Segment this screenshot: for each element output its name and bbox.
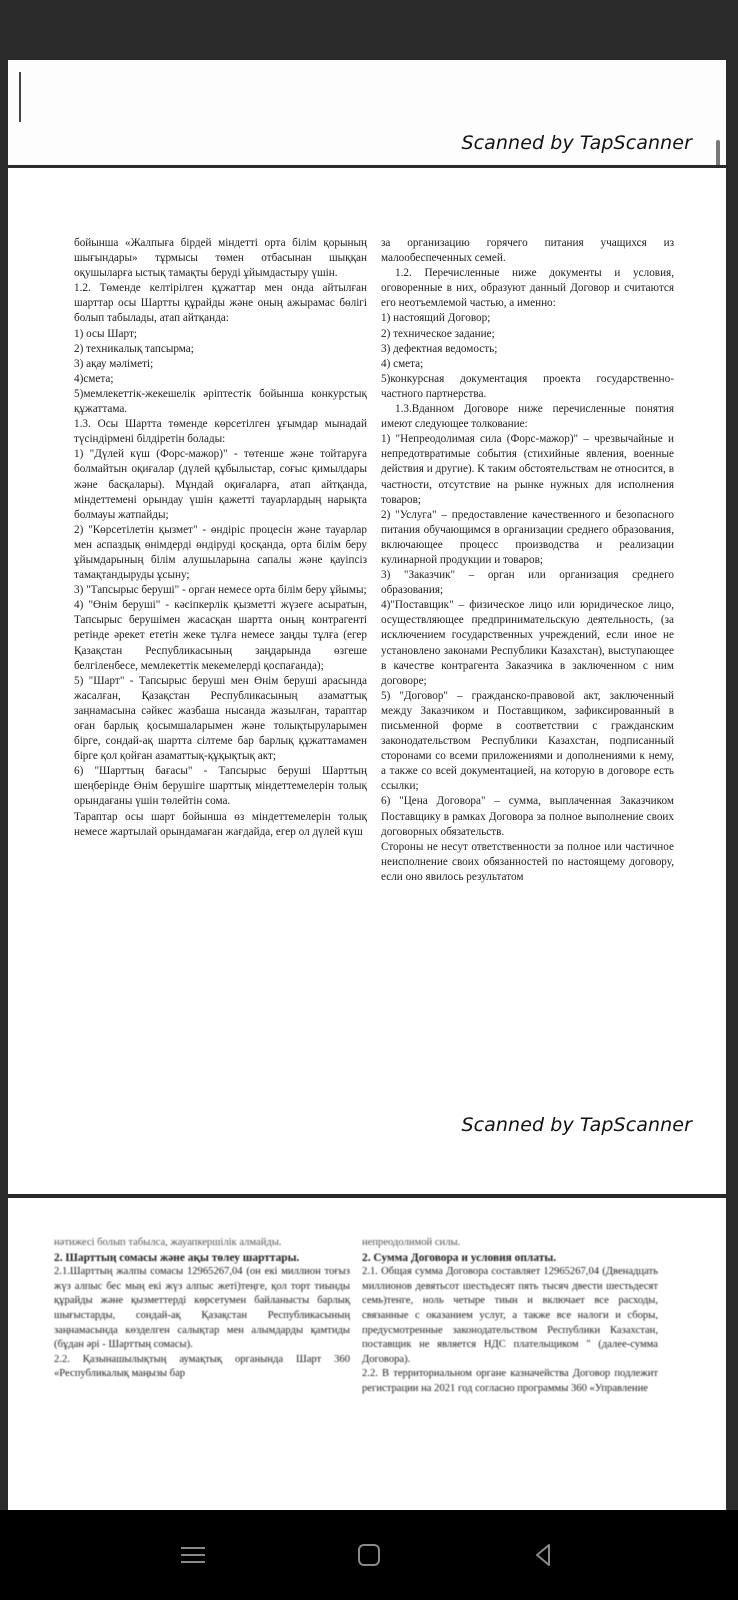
paragraph: 2) техническое задание; (381, 327, 495, 340)
paragraph: 1) осы Шарт; (74, 327, 137, 340)
paragraph: Стороны не несут ответственности за полное или частичное неисполнение своих обязанностей по настоящему договору, если оно явилось результатом (381, 840, 674, 883)
scan-page-next (8, 1198, 726, 1510)
home-icon[interactable] (344, 1530, 394, 1580)
paragraph: 2) "Көрсетілетін қызмет" - өндіріс процесін және тауарлар мен аспаздық өнімдерді өндіруді қосқанда, орта білім беру ұйымдарының білім алушыларына сапалы және қауіпсіз тамақтандыруды ұсыну; (74, 523, 367, 582)
paragraph: 5)мемлекеттік-жекешелік әріптестік бойынша конкурстық құжаттама. (74, 387, 367, 416)
paragraph: 3) ақау мәліметі; (74, 357, 154, 370)
scroll-indicator[interactable] (716, 140, 720, 165)
scanner-watermark: Scanned by TapScanner (461, 1114, 692, 1136)
paragraph: 1) настоящий Договор; (381, 312, 491, 325)
scanner-watermark: Scanned by TapScanner (461, 132, 692, 154)
paragraph: 4)"Поставщик" – физическое лицо или юридическое лицо, осуществляющее предпринимательскую деятельность, (за исключением государственных учреждений, если иное не установлено законами Республики Казахстан), выступающее в качестве контрагента Заказчика в заключенном с ним договоре; (381, 599, 674, 687)
paragraph: нәтижесі болып табылса, жауапкершілік алмайды. (54, 1237, 282, 1248)
paragraph: 2.2. В территориальном органе казначейства Договор подлежит регистрации на 2021 год согласно программы 360 «Управление (362, 1368, 658, 1394)
paragraph: 2.1. Общая сумма Договора составляет 12965267,04 (Двенадцать миллионов девятьсот шестьдесят пять тысяч двести шестьдесят семь)тенге, ноль четыре тиын и включает все расходы, связанные с оказанием услуг, а также все налоги и сборы, предусмотренные законодательством Республики Казахстан, поставщик не является НДС плательщиком " (далее-сумма Договора). (362, 1266, 658, 1365)
paragraph: Тараптар осы шарт бойынша өз міндеттемелерін толық немесе жартылай орындамаған жағдайда, егер ол дүлей күш (74, 810, 367, 838)
paragraph: 5) "Договор" – гражданско-правовой акт, заключенный между Заказчиком и Поставщиком, зафиксированный в письменной форме в соответствии с гражданским законодательством Республики Казахстан, подписанный сторонами со всеми приложениями и дополнениями к нему, а также со всей документацией, на которую в договоре есть ссылки; (381, 689, 674, 793)
paragraph: 4) "Өнім беруші" - кәсіпкерлік қызметті жүзеге асыратын, Тапсырыс берушімен жасасқан шартта оның контрагенті ретінде әрекет ететін жеке тұлға немесе заңды тұлға (егер Қазақстан Республикасының заңдарында өзгеше белгіленбесе, мемлекеттік мекемелерді қоспағанда); (74, 599, 367, 672)
paragraph: 6) "Цена Договора" – сумма, выплаченная Заказчиком Поставщику в рамках Договора за полное выполнение своих договорных обязательств. (381, 795, 674, 838)
paragraph: 3) дефектная ведомость; (381, 342, 498, 355)
paragraph: 3) "Заказчик" – орган или организация среднего образования; (381, 569, 674, 597)
scan-page-current (8, 168, 726, 1194)
paragraph: 6) "Шарттың бағасы" - Тапсырыс беруші Шарттың шеңберінде Өнім берушіге шарттық міндеттемелерін толық орындағаны үшін төлейтін сома. (74, 765, 367, 808)
paragraph: 4)смета; (74, 372, 114, 385)
russian-column (381, 236, 674, 885)
kazakh-column (74, 236, 367, 885)
paragraph: 1) "Непреодолимая сила (Форс-мажор)" – чрезвычайные и непредотвратимые события (стихийные явления, военные действия и другие). К таким обстоятельствам не относится, в частности, отсутствие на рынке нужных для исполнения товаров; (381, 433, 674, 506)
paragraph: 2) "Услуга" – предоставление качественного и безопасного питания обучающимся в организации среднего образования, включающее процесс производства и реализации кулинарной продукции и товаров; (381, 508, 674, 566)
page-columns (54, 1236, 658, 1397)
paragraph: 5)конкурсная документация проекта государственно-частного партнерства. (381, 372, 674, 400)
paragraph: 5) "Шарт" - Тапсырыс беруші мен Өнім беруші арасында жасалған, Қазақстан Республикасының азаматтық заңнамасына сәйкес жазбаша нысанда жазылған, тараптар оған барлық қосымшаларымен және толықтыруларымен бірге, сондай-ақ шартта сілтеме бар барлық құжаттамамен бірге қол қойған азаматтық-құқықтық акт; (74, 674, 367, 763)
paragraph: непреодолимой силы. (362, 1237, 461, 1248)
paragraph: 2. Сумма Договора и условия оплаты. (362, 1251, 557, 1264)
paragraph: 2. Шарттың сомасы және ақы төлеу шарттары. (54, 1251, 300, 1264)
paragraph: 1.2. Перечисленные ниже документы и условия, оговоренные в них, образуют данный Договор и считаются его неотъемлемой частью, а именно: (381, 267, 674, 310)
paragraph: 2.2. Қазынашылықтың аумақтық органында Шарт 360 «Республикалық маңызы бар (54, 1353, 350, 1380)
paragraph: 1.3.Вданном Договоре ниже перечисленные понятия имеют следующее толкование: (381, 403, 674, 431)
russian-column (362, 1236, 658, 1397)
scan-page-previous (8, 60, 726, 165)
paragraph: 1.3. Осы Шартта төменде көрсетілген ұғымдар мынадай түсіндірмені білдіретін болады: (74, 418, 367, 446)
recent-apps-icon[interactable] (168, 1530, 218, 1580)
paragraph: 1.2. Төменде келтірілген құжаттар мен онда айтылған шарттар осы Шартты құрайды және оның ажырамас бөлігі болып табылады, атап айтқанда: (74, 282, 367, 325)
paragraph: бойынша «Жалпыға бірдей міндетті орта білім қорының шығындары» тұрмысы төмен отбасынан шыққан оқушыларға ыстық тамақты беруді ұйымдастыру үшін. (74, 237, 367, 280)
system-navigation-bar (0, 1510, 738, 1600)
paragraph: за организацию горячего питания учащихся из малообеспеченных семей. (381, 237, 674, 265)
page-margin-mark (19, 72, 21, 122)
paragraph: 1) "Дүлей күш (Форс-мажор)" - төтенше және тойтаруға болмайтын оқиғалар (дүлей құбылыстар, соғыс қимылдары және басқалары). Мұндай оқиғаларға, атап айтқанда, міндеттемені орындау үшін қажетті тауарлардың нарықта болмауы жатпайды; (74, 448, 367, 521)
paragraph: 4) смета; (381, 357, 424, 370)
paragraph: 2) техникалық тапсырма; (74, 342, 194, 355)
paragraph: 2.1.Шарттың жалпы сомасы 12965267,04 (он екі миллион тоғыз жүз алпыс бес мың екі жүз алпыс жеті)теңге, қол торт тиынды құрайды және қызметтерді көрсетумен байланысты барлық шығыстарды, сондай-ақ Қазақстан Республикасының заңнамасында көзделген салықтар мен алымдарды қамтиды (бұдан әрі - Шарттың сомасы). (54, 1266, 350, 1351)
back-icon[interactable] (518, 1530, 568, 1580)
paragraph: 3) "Тапсырыс беруші" - орган немесе орта білім беру ұйымы; (74, 584, 367, 597)
page-columns (74, 236, 674, 885)
kazakh-column (54, 1236, 350, 1397)
